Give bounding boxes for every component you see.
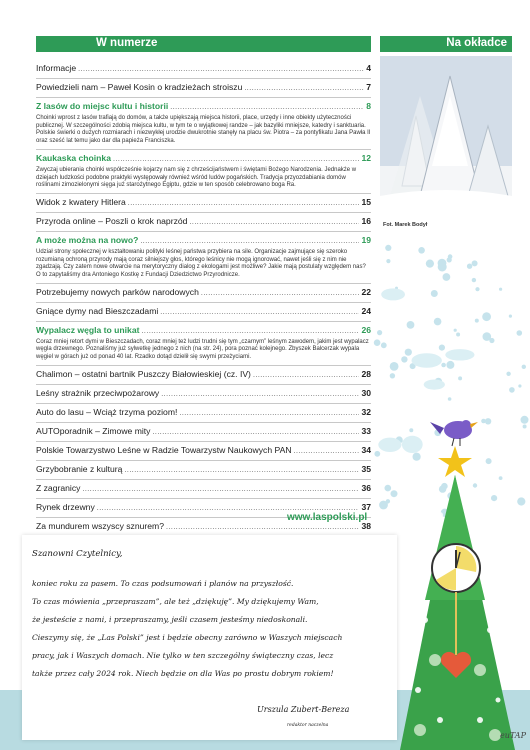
toc-leader-dots	[170, 101, 364, 113]
toc-title: Za mundurem wszyscy sznurem?	[36, 520, 164, 531]
clock-icon	[432, 544, 480, 592]
toc-line	[36, 197, 371, 209]
toc-line	[36, 63, 371, 75]
snow-dot	[509, 315, 512, 318]
toc-page-number: 37	[361, 501, 371, 512]
snow-dot	[447, 257, 452, 262]
toc-title: Z lasów do miejsc kultu i historii	[36, 101, 169, 111]
toc-page-number: 22	[361, 286, 371, 297]
toc-leader-dots	[141, 325, 359, 337]
toc-entry[interactable]	[36, 98, 371, 150]
toc-line	[36, 369, 371, 381]
snow-dot	[401, 356, 407, 362]
snow-dot	[483, 332, 492, 341]
snow-dot	[475, 287, 479, 291]
snow-dot	[441, 363, 446, 368]
letter-role: redaktor naczelna	[287, 723, 329, 728]
snow-dot	[431, 290, 438, 297]
snow-dot	[434, 318, 442, 326]
toc-entry[interactable]	[36, 442, 371, 461]
toc-title: Z zagranicy	[36, 482, 81, 493]
snow-dot	[456, 333, 460, 337]
toc-leader-dots	[78, 63, 364, 75]
toc-entry[interactable]	[36, 385, 371, 404]
toc-entry[interactable]	[36, 322, 371, 366]
letter-signature: Urszula Zubert-Bereza	[257, 705, 350, 714]
toc-entry[interactable]	[36, 194, 371, 213]
toc-line	[36, 216, 371, 228]
letter-line: że jesteście z nami, i przepraszamy, jeśli czasem jesteśmy niedoskonali.	[32, 615, 308, 624]
snow-dot	[385, 245, 391, 251]
toc-entry[interactable]	[36, 366, 371, 385]
toc-title: Auto do lasu – Wciąż trzyma poziom!	[36, 406, 178, 417]
table-of-contents	[36, 60, 371, 556]
toc-entry[interactable]	[36, 480, 371, 499]
letter-line: także przez cały 2024 rok. Niech będzie on dla Was po prostu dobrym rokiem!	[32, 669, 334, 678]
snow-dot	[438, 259, 447, 268]
snow-dot	[517, 330, 523, 336]
letter-body	[32, 575, 392, 683]
toc-entry[interactable]	[36, 60, 371, 79]
toc-entry[interactable]	[36, 461, 371, 480]
toc-leader-dots	[160, 306, 359, 318]
toc-line	[36, 483, 371, 495]
toc-page-number: 34	[361, 444, 371, 455]
snow-dot	[407, 321, 415, 329]
toc-leader-dots	[189, 216, 359, 228]
toc-line	[36, 153, 371, 165]
toc-entry[interactable]	[36, 284, 371, 303]
toc-leader-dots	[253, 369, 360, 381]
cover-photo	[380, 56, 512, 216]
toc-entry[interactable]	[36, 423, 371, 442]
snow-cloud	[424, 380, 445, 390]
header-title: W numerze	[96, 37, 158, 49]
snow-dot	[439, 345, 445, 351]
toc-line	[36, 325, 371, 337]
snow-dot	[443, 273, 451, 281]
toc-entry[interactable]	[36, 79, 371, 98]
toc-title: Grzybobranie z kulturą	[36, 463, 123, 474]
snow-dot	[405, 349, 412, 356]
toc-page-number: 33	[361, 425, 371, 436]
toc-page-number: 32	[361, 406, 371, 417]
star-icon	[438, 446, 472, 477]
snow-dot	[386, 259, 390, 263]
toc-page-number: 38	[361, 520, 371, 531]
snow-dot	[482, 312, 491, 321]
letter-line: Cieszymy się, że „Las Polski” jest i będzie obecny zarówno w Waszych miejscach	[32, 633, 343, 642]
snowy-tree-photo	[380, 56, 512, 216]
toc-page-number: 7	[366, 82, 371, 92]
toc-title: Kaukaska choinka	[36, 152, 111, 163]
toc-title: AUTOporadnik – Zimowe mity	[36, 425, 151, 436]
snow-dot	[509, 387, 515, 393]
toc-entry[interactable]	[36, 232, 371, 284]
snow-dot	[377, 330, 382, 335]
christmas-tree-illustration	[380, 420, 530, 750]
toc-line	[36, 82, 371, 94]
toc-leader-dots	[152, 426, 359, 438]
toc-title: Rynek drzewny	[36, 501, 95, 512]
snow-dot	[522, 365, 526, 369]
snow-dot	[374, 339, 381, 346]
snow-dot	[390, 373, 395, 378]
toc-page-number: 24	[361, 305, 371, 316]
snow-dot	[458, 376, 462, 380]
toc-leader-dots	[161, 388, 359, 400]
toc-line	[36, 445, 371, 457]
toc-page-number: 4	[366, 63, 371, 73]
header-bar-in-this-issue	[36, 36, 371, 52]
toc-title: Informacje	[36, 63, 77, 73]
toc-line	[36, 101, 371, 113]
snow-cloud	[381, 288, 405, 300]
toc-description: Coraz mniej retort dymi w Bieszczadach, coraz mniej też ludzi trudni się tym „czarnym” leśnym zawodem, jakim jest wypalacz węgla drzewnego. Poznaliśmy już sylwetkę jednego z nich (na str. 24), pora poznać kolejnego. Zbyszek Balcerzak wypala węgiel w górach już od ponad 40 lat. Rzadko dotąd dzielił się swymi przeżyciami.	[36, 338, 369, 361]
toc-leader-dots	[294, 445, 360, 457]
toc-line	[36, 235, 371, 247]
toc-page-number: 30	[361, 387, 371, 398]
snow-dot	[446, 361, 454, 369]
snow-dot	[475, 319, 479, 323]
toc-title: Chalimon – ostatni bartnik Puszczy Białowieskiej (cz. IV)	[36, 368, 251, 379]
header-bar-on-cover	[380, 36, 512, 52]
toc-page-number: 26	[361, 324, 371, 335]
website-link[interactable]: www.laspolski.pl	[287, 512, 368, 523]
toc-leader-dots	[140, 235, 359, 247]
toc-leader-dots	[128, 197, 360, 209]
toc-line	[36, 388, 371, 400]
photo-caption: Fot. Marek Bodył	[383, 222, 428, 228]
toc-leader-dots	[113, 153, 359, 165]
snow-dot	[472, 260, 478, 266]
snow-dot	[381, 342, 387, 348]
bird-icon	[430, 420, 478, 446]
toc-entry[interactable]	[36, 303, 371, 322]
toc-leader-dots	[124, 464, 359, 476]
toc-line	[36, 287, 371, 299]
toc-title: Wypalacz węgla to unikat	[36, 324, 140, 335]
snow-dot	[448, 397, 452, 401]
toc-line	[36, 426, 371, 438]
toc-description: Zwyczaj ubierania choinki współcześnie kojarzy nam się z chrześcijaństwem i świętami Bożego Narodzenia. Jednakże w dziejach ludzkości podobne praktyki występowały również wśród ludów pogańskich. Tradycja przyozdabiania domów roślinami zimozielonymi sięga już starożytnego Egiptu, gdzie w ten sposób celebrowano boga Ra.	[36, 166, 357, 189]
toc-title: Powiedzieli nam – Paweł Kosin o kradzieżach stroiszu	[36, 82, 243, 92]
toc-description: Choinki wprost z lasów trafiają do domów, a także upiększają miejsca historii, place, urzędy i inne obiekty użyteczności publicznej. W szczególności zdobią miejsca kultu, w tym te o wyjątkowej randze – jak bazyliki mniejsze, katedry i sanktuaria. Polskie świerki o dużych rozmiarach i niezwykłej urodzie dwukrotnie stanęły na placu św. Piotra – za pontyfikatu Jana Pawła II oraz sześć lat temu jako dar dla papieża Franciszka.	[36, 115, 371, 145]
snow-cloud	[412, 353, 442, 368]
artist-signature: euTAP	[500, 731, 526, 740]
toc-leader-dots	[201, 287, 360, 299]
editor-letter	[22, 535, 397, 740]
toc-page-number: 35	[361, 463, 371, 474]
toc-title: Polskie Towarzystwo Leśne w Radzie Towarzystw Naukowych PAN	[36, 444, 292, 455]
snow-dot	[506, 372, 510, 376]
snow-dot	[418, 247, 425, 254]
toc-page-number: 28	[361, 368, 371, 379]
snow-dot	[518, 384, 521, 387]
letter-line: pracy, jak i Waszych domach. Nie tylko w ten szczególny świąteczny czas, lecz	[32, 651, 334, 660]
snow-dot	[499, 288, 502, 291]
toc-title: A może można na nowo?	[36, 234, 139, 245]
toc-entry[interactable]	[36, 404, 371, 423]
letter-line: koniec roku za pasem. To czas podsumowań i planów na przyszłość.	[32, 579, 294, 588]
toc-title: Leśny strażnik przeciwpożarowy	[36, 387, 160, 398]
toc-description: Udział strony społecznej w kształtowaniu polityki leśnej państwa przybiera na sile. Organizacje zajmujące się szeroko rozumianą ochroną przyrody mają coraz silniejszy głos, którego leśnicy nie mogą ignorować, nawet jeśli się z nim nie zgadzają. Czy zatem nowe otwarcie na merytoryczny dialog z ekologami jest możliwe? Jakie mają postulaty względem nas? O to zapytaliśmy dra Antoniego Kostkę z Fundacji Dziedzictwo Przyrodnicze.	[36, 248, 366, 279]
snow-dot	[472, 278, 476, 282]
toc-title: Przyroda online – Poszli o krok naprzód	[36, 215, 188, 226]
toc-entry[interactable]	[36, 213, 371, 232]
snow-dot	[426, 260, 434, 268]
snow-dot	[390, 362, 399, 371]
toc-leader-dots	[179, 407, 359, 419]
letter-greeting: Szanowni Czytelnicy,	[32, 549, 123, 559]
toc-title: Widok z kwatery Hitlera	[36, 196, 126, 207]
toc-title: Potrzebujemy nowych parków narodowych	[36, 286, 199, 297]
snow-cloud	[445, 349, 474, 360]
toc-page-number: 12	[361, 152, 371, 163]
toc-leader-dots	[244, 82, 364, 94]
snow-dot	[454, 329, 457, 332]
toc-page-number: 15	[361, 196, 371, 207]
toc-page-number: 8	[366, 101, 371, 111]
toc-leader-dots	[82, 483, 359, 495]
snow-dot	[467, 264, 472, 269]
toc-title: Gniące dymy nad Bieszczadami	[36, 305, 159, 316]
toc-line	[36, 464, 371, 476]
cover-header-title: Na okładce	[446, 37, 507, 49]
toc-entry[interactable]	[36, 150, 371, 194]
toc-page-number: 16	[361, 215, 371, 226]
toc-page-number: 19	[361, 234, 371, 245]
letter-line: To czas mówienia „przepraszam”, ale też „dziękuję”. My dziękujemy Wam,	[32, 597, 319, 606]
toc-line	[36, 306, 371, 318]
toc-line	[36, 407, 371, 419]
toc-page-number: 36	[361, 482, 371, 493]
